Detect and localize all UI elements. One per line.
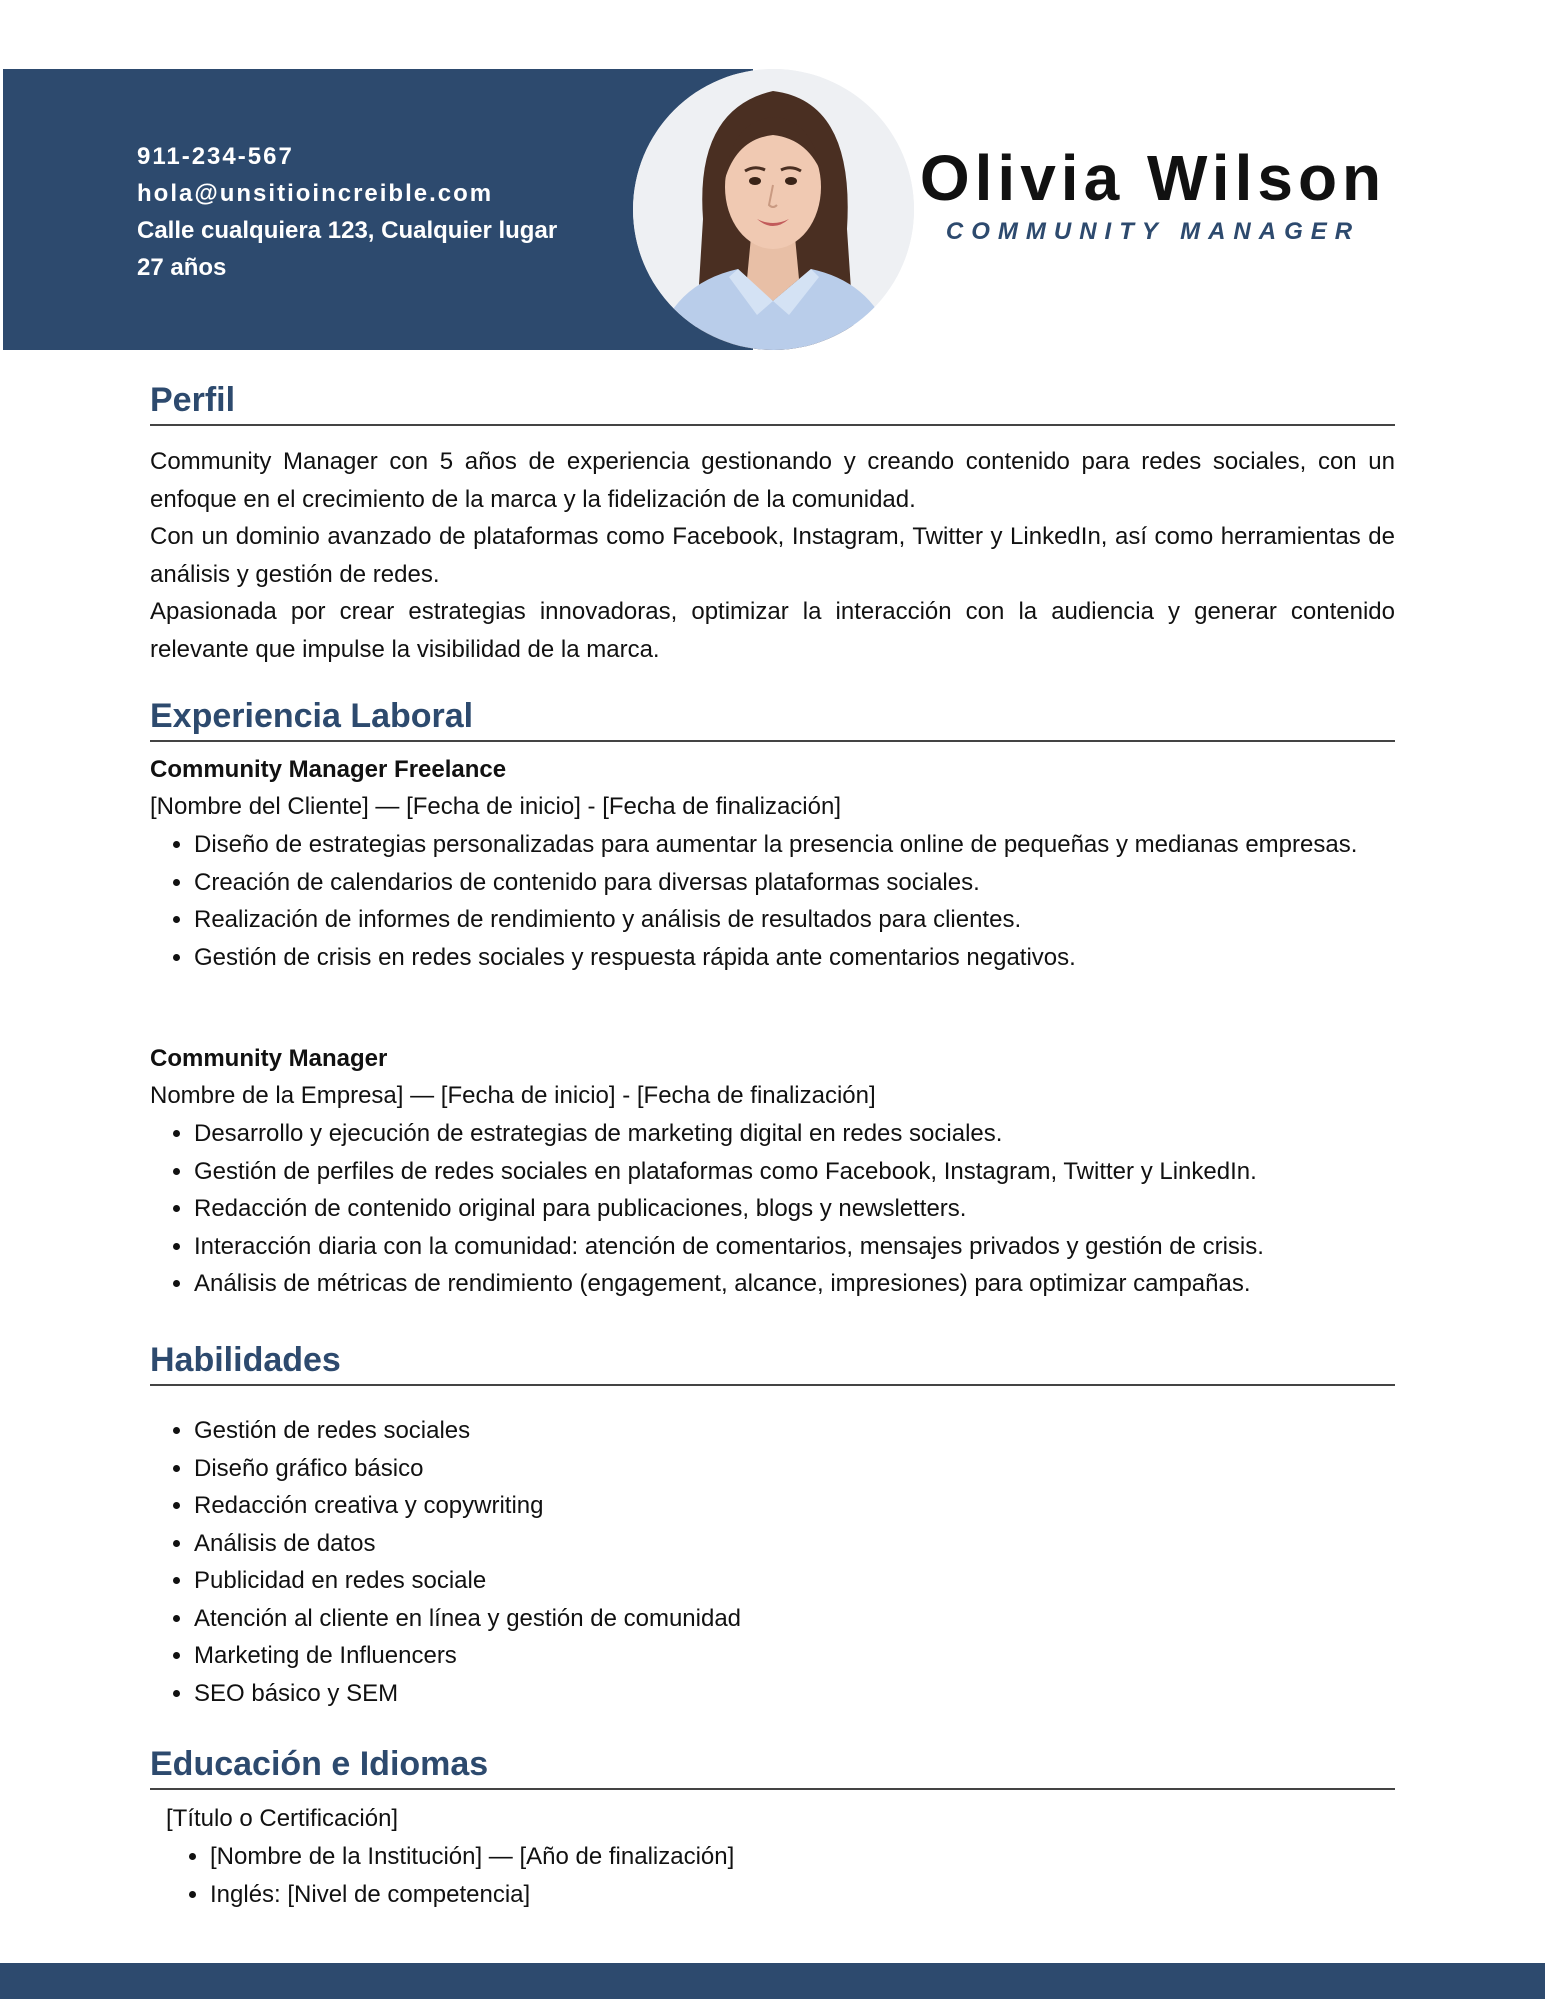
- person-role: COMMUNITY MANAGER: [945, 218, 1361, 245]
- list-item: • SEO básico y SEM: [194, 1675, 1394, 1713]
- person-name: Olivia Wilson: [919, 142, 1387, 214]
- list-item: • Realización de informes de rendimiento y análisis de resultados para clientes.: [194, 901, 1395, 939]
- list-item: • Diseño gráfico básico: [194, 1450, 1394, 1488]
- skills-list: [150, 1412, 1394, 1712]
- job-bullet-list: [150, 826, 1395, 976]
- list-item: • Marketing de Influencers: [194, 1637, 1394, 1675]
- job-bullet-list: [150, 1115, 1434, 1303]
- profile-paragraph: Con un dominio avanzado de plataformas como Facebook, Instagram, Twitter y LinkedIn, así como herramientas de análisis y gestión de redes.: [150, 523, 1395, 588]
- contact-age: 27 años: [137, 254, 227, 281]
- job-meta: [Nombre del Cliente] — [Fecha de inicio] - [Fecha de finalización]: [150, 793, 841, 820]
- list-item: • Interacción diaria con la comunidad: atención de comentarios, mensajes privados y gestión de crisis.: [194, 1228, 1434, 1266]
- list-item: • Análisis de datos: [194, 1525, 1394, 1563]
- list-item: • Gestión de perfiles de redes sociales en plataformas como Facebook, Instagram, Twitter y LinkedIn.: [194, 1153, 1434, 1191]
- list-item: • Desarrollo y ejecución de estrategias de marketing digital en redes sociales.: [194, 1115, 1434, 1153]
- contact-phone: 911-234-567: [137, 143, 294, 170]
- list-item: • Gestión de crisis en redes sociales y respuesta rápida ante comentarios negativos.: [194, 939, 1395, 977]
- contact-address: Calle cualquiera 123, Cualquier lugar: [137, 217, 558, 244]
- list-item: • Redacción creativa y copywriting: [194, 1487, 1394, 1525]
- profile-photo: [633, 69, 914, 350]
- profile-paragraph: Community Manager con 5 años de experiencia gestionando y creando contenido para redes sociales, con un enfoque en el crecimiento de la marca y la fidelización de la comunidad.: [150, 448, 1395, 513]
- list-item: • Redacción de contenido original para publicaciones, blogs y newsletters.: [194, 1190, 1434, 1228]
- contact-email: hola@unsitioincreible.com: [137, 180, 494, 207]
- person-portrait-icon: [633, 69, 914, 350]
- section-title-experience: Experiencia Laboral: [150, 694, 1395, 742]
- list-item: • [Nombre de la Institución] — [Año de finalización]: [210, 1838, 1390, 1876]
- list-item: • Atención al cliente en línea y gestión de comunidad: [194, 1600, 1394, 1638]
- list-item: • Publicidad en redes sociale: [194, 1562, 1394, 1600]
- list-item: • Diseño de estrategias personalizadas para aumentar la presencia online de pequeñas y medianas empresas.: [194, 826, 1395, 864]
- list-item: • Inglés: [Nivel de competencia]: [210, 1876, 1390, 1914]
- education-degree: [Título o Certificación]: [166, 1805, 399, 1832]
- profile-paragraph: Apasionada por crear estrategias innovadoras, optimizar la interacción con la audiencia y generar contenido relevante que impulse la visibilidad de la marca.: [150, 598, 1395, 663]
- list-item: • Creación de calendarios de contenido para diversas plataformas sociales.: [194, 864, 1395, 902]
- profile-text: [150, 443, 1395, 668]
- section-title-profile: Perfil: [150, 378, 1395, 426]
- footer-band: [0, 1963, 1545, 1999]
- job-title: Community Manager: [150, 1045, 388, 1072]
- contact-block: [137, 138, 557, 286]
- section-title-education: Educación e Idiomas: [150, 1742, 1395, 1790]
- list-item: • Gestión de redes sociales: [194, 1412, 1394, 1450]
- list-item: • Análisis de métricas de rendimiento (engagement, alcance, impresiones) para optimizar campañas.: [194, 1265, 1434, 1303]
- education-list: [166, 1838, 1390, 1913]
- job-title: Community Manager Freelance: [150, 756, 507, 783]
- job-meta: Nombre de la Empresa] — [Fecha de inicio] - [Fecha de finalización]: [150, 1082, 876, 1109]
- section-title-skills: Habilidades: [150, 1338, 1395, 1386]
